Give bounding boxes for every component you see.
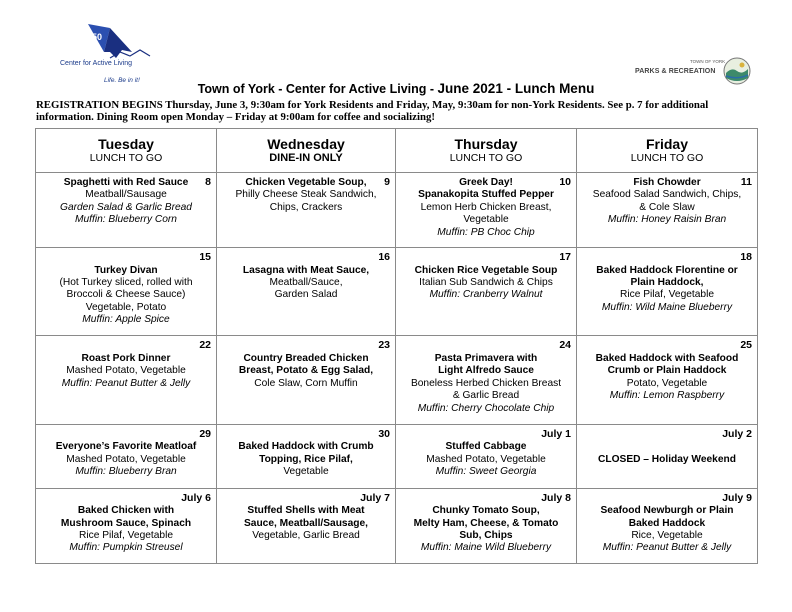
menu-line: Light Alfredo Sauce (438, 365, 534, 377)
menu-line: Baked Haddock with Seafood (595, 352, 739, 364)
muffin-line: Muffin: Apple Spice (82, 314, 170, 326)
menu-cell (577, 424, 758, 488)
muffin-line: Muffin: Blueberry Bran (75, 466, 177, 478)
menu-line: Chicken Vegetable Soup, (245, 177, 367, 188)
menu-line: Rice Pilaf, Vegetable (619, 289, 714, 301)
page-title (0, 81, 792, 96)
menu-cell (36, 488, 217, 563)
week-row (36, 336, 758, 424)
menu-line: Melty Ham, Cheese, & Tomato (413, 517, 559, 529)
muffin-line: Muffin: Honey Raisin Bran (607, 214, 727, 226)
menu-cell (36, 424, 217, 488)
menu-line: Greek Day! (459, 177, 513, 188)
day-header-thursday: Thursday LUNCH TO GO (396, 129, 577, 173)
menu-cell (577, 248, 758, 336)
menu-cell (217, 424, 396, 488)
menu-line: Country Breaded Chicken (243, 352, 369, 364)
menu-cell (36, 173, 217, 248)
lunch-menu-table (35, 128, 758, 564)
date-number: 23 (378, 339, 390, 352)
muffin-line: Muffin: PB Choc Chip (437, 226, 535, 238)
spacer (220, 429, 392, 441)
muffin-line: Garden Salad & Garlic Bread (60, 201, 192, 213)
menu-line: CLOSED – Holiday Weekend (598, 453, 736, 465)
menu-line: Sauce, Meatball/Sausage, (243, 517, 368, 529)
menu-cell (217, 488, 396, 563)
date-number: July 1 (541, 427, 571, 440)
date-number: 17 (559, 251, 571, 264)
menu-line: Vegetable, Potato (85, 301, 167, 313)
menu-line: Pasta Primavera with (434, 352, 538, 364)
menu-line: Meatball/Sausage (85, 189, 167, 201)
menu-line: Everyone’s Favorite Meatloaf (55, 441, 197, 453)
logo-tagline: Center for Active Living (60, 60, 132, 67)
muffin-line: Muffin: Cranberry Walnut (429, 289, 543, 301)
menu-line: Stuffed Shells with Meat (247, 505, 365, 517)
menu-line: Baked Haddock Florentine or (596, 264, 738, 276)
week-row (36, 488, 758, 563)
date-number: July 8 (541, 491, 571, 504)
date-number: July 7 (360, 491, 390, 504)
muffin-line: Muffin: Peanut Butter & Jelly (602, 542, 732, 554)
menu-cell (577, 336, 758, 424)
spacer (220, 252, 392, 264)
spacer (39, 252, 213, 264)
spacer (580, 441, 754, 453)
day-header-wednesday: Wednesday DINE-IN ONLY (217, 129, 396, 173)
menu-line: Topping, Rice Pilaf, (259, 453, 353, 465)
menu-cell (396, 173, 577, 248)
registration-notice: REGISTRATION BEGINS Thursday, June 3, 9:30am for York Residents and Friday, May, 9:30am for non-York Residents. See p. 7 for additional information. Dining Room open Monday – Friday at 9:00am for coffee and socializing! (36, 99, 709, 123)
menu-line: Italian Sub Sandwich & Chips (419, 276, 553, 288)
menu-line: Cole Slaw, Corn Muffin (254, 377, 358, 389)
menu-line: Mashed Potato, Vegetable (426, 453, 546, 465)
day-header-row (36, 129, 758, 173)
menu-line: Baked Chicken with (77, 505, 175, 517)
menu-line: Vegetable (283, 466, 329, 478)
menu-cell (217, 248, 396, 336)
menu-cell (396, 488, 577, 563)
date-number: 11 (740, 176, 752, 188)
menu-line: & Garlic Bread (452, 390, 520, 402)
logo-town-text: TOWN OF YORK (690, 59, 726, 64)
menu-line: Turkey Divan (94, 264, 158, 276)
spacer (580, 340, 754, 352)
menu-line: Fish Chowder (633, 177, 701, 188)
date-number: 10 (559, 176, 571, 188)
muffin-line: Muffin: Lemon Raspberry (609, 390, 725, 402)
menu-cell (36, 336, 217, 424)
week-row (36, 248, 758, 336)
date-number: 24 (559, 339, 571, 352)
menu-line: Potato, Vegetable (626, 377, 708, 389)
spacer (39, 340, 213, 352)
title-month: June 2021 - Lunch Menu (437, 81, 595, 96)
menu-line: Meatball/Sauce, (269, 276, 343, 288)
menu-line: Spaghetti with Red Sauce (63, 177, 189, 188)
menu-line: Breast, Potato & Egg Salad, (238, 365, 374, 377)
menu-line: Vegetable (463, 214, 509, 226)
muffin-line: Muffin: Cherry Chocolate Chip (417, 402, 555, 414)
menu-line: Lemon Herb Chicken Breast, (420, 201, 552, 213)
date-number: 8 (205, 176, 211, 188)
menu-line: Baked Haddock with Crumb (238, 441, 374, 453)
date-number: 16 (378, 251, 390, 264)
menu-line: Baked Haddock (628, 517, 706, 529)
menu-cell (36, 248, 217, 336)
kite-logo-icon (58, 22, 158, 62)
date-number: July 2 (722, 427, 752, 440)
muffin-line: Muffin: Peanut Butter & Jelly (61, 377, 191, 389)
muffin-line: Muffin: Wild Maine Blueberry (601, 301, 733, 313)
menu-line: Seafood Salad Sandwich, Chips, (592, 189, 742, 201)
menu-line: Mashed Potato, Vegetable (66, 365, 186, 377)
menu-cell (396, 248, 577, 336)
logo-parks-text: PARKS & RECREATION (635, 68, 716, 75)
date-number: 29 (199, 427, 211, 440)
muffin-line: Muffin: Sweet Georgia (435, 466, 537, 478)
menu-cell (396, 336, 577, 424)
menu-line: Chicken Rice Vegetable Soup (414, 264, 558, 276)
menu-line: Philly Cheese Steak Sandwich, (235, 189, 377, 201)
menu-line: & Cole Slaw (639, 201, 695, 213)
date-number: July 6 (181, 491, 211, 504)
menu-line: Lasagna with Meat Sauce, (242, 264, 370, 276)
menu-cell (396, 424, 577, 488)
date-number: 22 (199, 339, 211, 352)
menu-cell (577, 488, 758, 563)
date-number: July 9 (722, 491, 752, 504)
date-number: 25 (740, 339, 752, 352)
date-number: 30 (378, 427, 390, 440)
menu-line: Crumb or Plain Haddock (607, 365, 727, 377)
menu-line: Spanakopita Stuffed Pepper (418, 189, 554, 201)
spacer (39, 429, 213, 441)
menu-cell (217, 336, 396, 424)
center-for-active-living-logo (58, 22, 158, 82)
menu-cell (217, 173, 396, 248)
menu-line: Stuffed Cabbage (445, 441, 527, 453)
logo-subtag: Life. Be in it! (104, 77, 140, 84)
menu-line: Sub, Chips (459, 530, 513, 542)
muffin-line: Muffin: Pumpkin Streusel (69, 542, 183, 554)
menu-line: (Hot Turkey sliced, rolled with (59, 276, 193, 288)
menu-line: Seafood Newburgh or Plain (600, 505, 734, 517)
menu-line: Rice, Vegetable (631, 530, 703, 542)
title-main: Town of York - Center for Active Living - (197, 82, 438, 96)
menu-line: Chips, Crackers (269, 201, 343, 213)
menu-line: Boneless Herbed Chicken Breast (410, 377, 562, 389)
spacer (399, 340, 573, 352)
spacer (399, 252, 573, 264)
date-number: 18 (740, 251, 752, 264)
svg-text:50: 50 (92, 32, 103, 42)
menu-line: Broccoli & Cheese Sauce) (66, 289, 186, 301)
menu-line: Roast Pork Dinner (81, 352, 171, 364)
date-number: 9 (384, 176, 390, 188)
menu-line: Chunky Tomato Soup, (432, 505, 540, 517)
menu-line: Mushroom Sauce, Spinach (60, 517, 192, 529)
spacer (580, 252, 754, 264)
spacer (220, 340, 392, 352)
menu-line: Mashed Potato, Vegetable (66, 453, 186, 465)
date-number: 15 (199, 251, 211, 264)
menu-line: Garden Salad (274, 289, 338, 301)
menu-cell (577, 173, 758, 248)
menu-line: Vegetable, Garlic Bread (252, 530, 360, 542)
muffin-line: Muffin: Maine Wild Blueberry (420, 542, 552, 554)
week-row (36, 424, 758, 488)
muffin-line: Muffin: Blueberry Corn (75, 214, 177, 226)
day-header-tuesday: Tuesday LUNCH TO GO (36, 129, 217, 173)
menu-line: Rice Pilaf, Vegetable (78, 530, 173, 542)
menu-line: Plain Haddock, (630, 276, 704, 288)
week-row (36, 173, 758, 248)
day-header-friday: Friday LUNCH TO GO (577, 129, 758, 173)
